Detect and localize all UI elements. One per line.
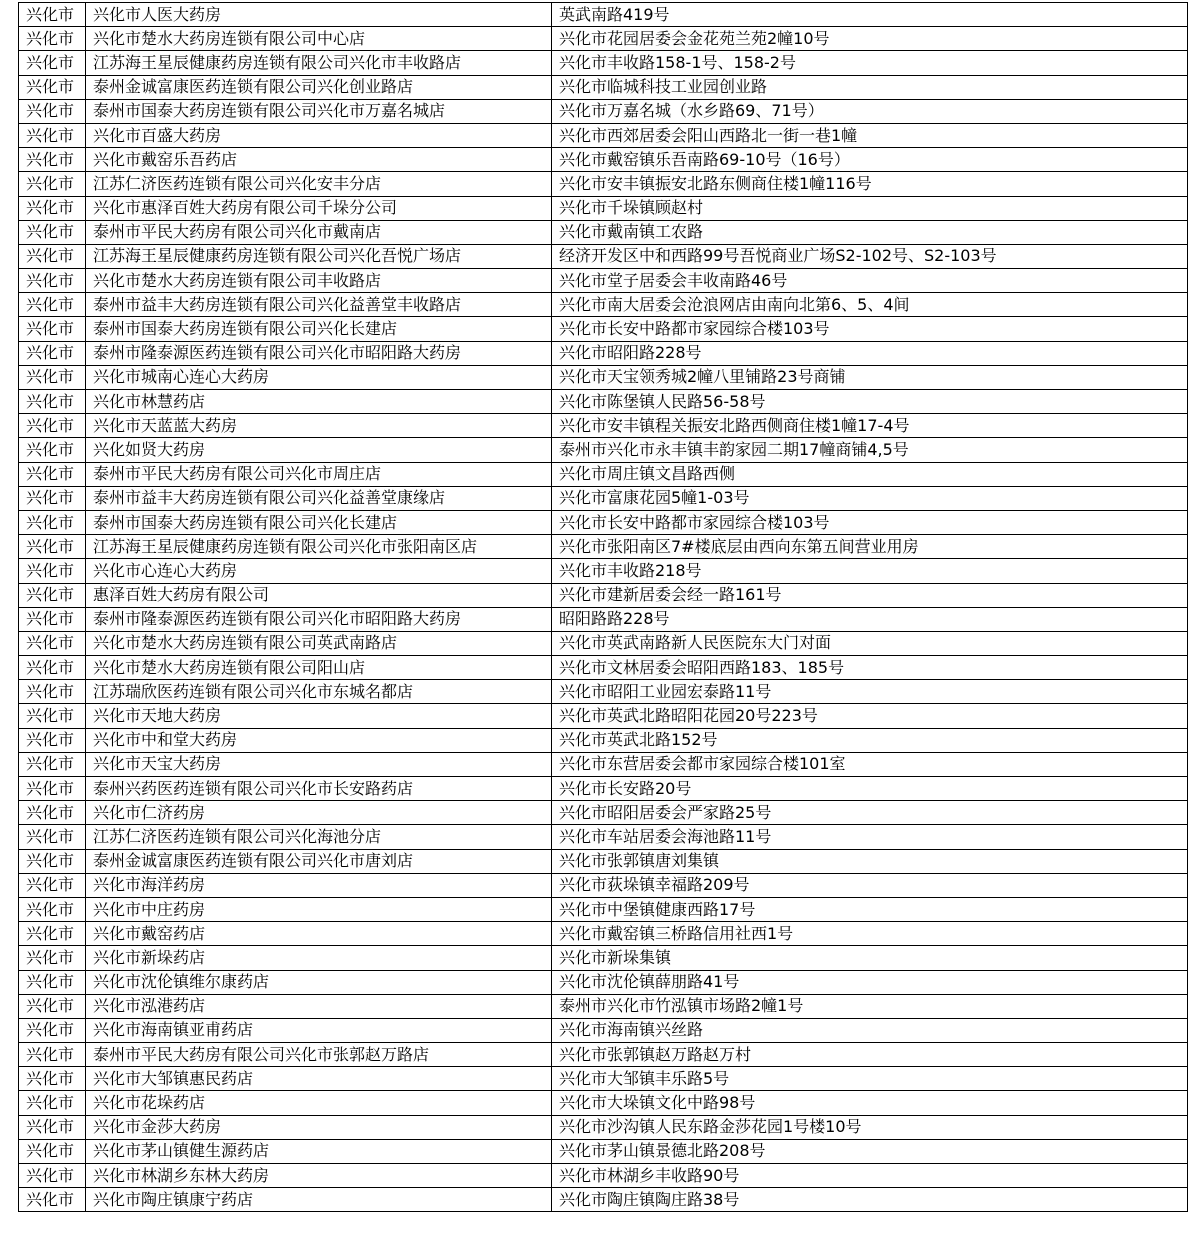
- table-row: [19, 656, 1188, 680]
- table-row: [19, 897, 1188, 921]
- address-cell: 兴化市中堡镇健康西路17号: [552, 897, 1188, 921]
- pharmacy-name-cell: 泰州市益丰大药房连锁有限公司兴化益善堂康缘店: [86, 486, 552, 510]
- pharmacy-name-cell: 兴化市海洋药房: [86, 873, 552, 897]
- address-cell: 兴化市戴南镇工农路: [552, 220, 1188, 244]
- table-row: [19, 631, 1188, 655]
- address-cell: 兴化市天宝领秀城2幢八里铺路23号商铺: [552, 365, 1188, 389]
- table-row: [19, 607, 1188, 631]
- table-row: [19, 1067, 1188, 1091]
- city-cell: 兴化市: [19, 752, 86, 776]
- pharmacy-name-cell: 兴化市楚水大药房连锁有限公司丰收路店: [86, 269, 552, 293]
- city-cell: 兴化市: [19, 99, 86, 123]
- table-row: [19, 777, 1188, 801]
- address-cell: 兴化市沙沟镇人民东路金莎花园1号楼10号: [552, 1115, 1188, 1139]
- pharmacy-name-cell: 兴化市楚水大药房连锁有限公司中心店: [86, 27, 552, 51]
- city-cell: 兴化市: [19, 1139, 86, 1163]
- city-cell: 兴化市: [19, 704, 86, 728]
- pharmacy-name-cell: 兴化市天蓝蓝大药房: [86, 414, 552, 438]
- table-row: [19, 970, 1188, 994]
- address-cell: 兴化市沈伦镇薛朋路41号: [552, 970, 1188, 994]
- table-row: [19, 148, 1188, 172]
- table-row: [19, 365, 1188, 389]
- pharmacy-name-cell: 兴化市中庄药房: [86, 897, 552, 921]
- table-row: [19, 172, 1188, 196]
- city-cell: 兴化市: [19, 801, 86, 825]
- table-body: [19, 3, 1188, 1212]
- city-cell: 兴化市: [19, 946, 86, 970]
- table-row: [19, 825, 1188, 849]
- city-cell: 兴化市: [19, 269, 86, 293]
- address-cell: 兴化市丰收路218号: [552, 559, 1188, 583]
- city-cell: 兴化市: [19, 777, 86, 801]
- table-row: [19, 704, 1188, 728]
- city-cell: 兴化市: [19, 438, 86, 462]
- address-cell: 兴化市茅山镇景德北路208号: [552, 1139, 1188, 1163]
- table-row: [19, 244, 1188, 268]
- table-row: [19, 99, 1188, 123]
- address-cell: 兴化市富康花园5幢1-03号: [552, 486, 1188, 510]
- pharmacy-name-cell: 兴化市百盛大药房: [86, 123, 552, 147]
- address-cell: 兴化市张阳南区7#楼底层由西向东第五间营业用房: [552, 535, 1188, 559]
- city-cell: 兴化市: [19, 293, 86, 317]
- pharmacy-name-cell: 兴化市中和堂大药房: [86, 728, 552, 752]
- table-row: [19, 486, 1188, 510]
- pharmacy-name-cell: 泰州市益丰大药房连锁有限公司兴化益善堂丰收路店: [86, 293, 552, 317]
- city-cell: 兴化市: [19, 1043, 86, 1067]
- address-cell: 兴化市大垛镇文化中路98号: [552, 1091, 1188, 1115]
- table-row: [19, 1091, 1188, 1115]
- address-cell: 兴化市昭阳路228号: [552, 341, 1188, 365]
- address-cell: 兴化市安丰镇振安北路东侧商住楼1幢116号: [552, 172, 1188, 196]
- city-cell: 兴化市: [19, 414, 86, 438]
- table-row: [19, 801, 1188, 825]
- pharmacy-name-cell: 泰州市平民大药房有限公司兴化市戴南店: [86, 220, 552, 244]
- table-row: [19, 27, 1188, 51]
- table-row: [19, 220, 1188, 244]
- city-cell: 兴化市: [19, 535, 86, 559]
- table-row: [19, 341, 1188, 365]
- address-cell: 兴化市昭阳居委会严家路25号: [552, 801, 1188, 825]
- address-cell: 兴化市新垛集镇: [552, 946, 1188, 970]
- city-cell: 兴化市: [19, 656, 86, 680]
- pharmacy-name-cell: 兴化市人医大药房: [86, 3, 552, 27]
- pharmacy-name-cell: 兴化市戴窑乐吾药店: [86, 148, 552, 172]
- pharmacy-name-cell: 兴化市楚水大药房连锁有限公司阳山店: [86, 656, 552, 680]
- address-cell: 兴化市昭阳工业园宏泰路11号: [552, 680, 1188, 704]
- table-row: [19, 317, 1188, 341]
- table-row: [19, 293, 1188, 317]
- table-row: [19, 1188, 1188, 1212]
- table-row: [19, 51, 1188, 75]
- address-cell: 昭阳路路228号: [552, 607, 1188, 631]
- address-cell: 兴化市车站居委会海池路11号: [552, 825, 1188, 849]
- address-cell: 兴化市英武南路新人民医院东大门对面: [552, 631, 1188, 655]
- pharmacy-name-cell: 江苏瑞欣医药连锁有限公司兴化市东城名都店: [86, 680, 552, 704]
- city-cell: 兴化市: [19, 1091, 86, 1115]
- table-row: [19, 196, 1188, 220]
- address-cell: 兴化市周庄镇文昌路西侧: [552, 462, 1188, 486]
- city-cell: 兴化市: [19, 244, 86, 268]
- city-cell: 兴化市: [19, 148, 86, 172]
- address-cell: 兴化市戴窑镇三桥路信用社西1号: [552, 922, 1188, 946]
- city-cell: 兴化市: [19, 825, 86, 849]
- address-cell: 兴化市英武北路152号: [552, 728, 1188, 752]
- city-cell: 兴化市: [19, 849, 86, 873]
- pharmacy-name-cell: 江苏海王星辰健康药房连锁有限公司兴化市丰收路店: [86, 51, 552, 75]
- city-cell: 兴化市: [19, 75, 86, 99]
- table-row: [19, 583, 1188, 607]
- pharmacy-name-cell: 兴化市仁济药房: [86, 801, 552, 825]
- table-row: [19, 535, 1188, 559]
- table-row: [19, 1018, 1188, 1042]
- city-cell: 兴化市: [19, 365, 86, 389]
- address-cell: 兴化市西郊居委会阳山西路北一街一巷1幢: [552, 123, 1188, 147]
- city-cell: 兴化市: [19, 631, 86, 655]
- pharmacy-name-cell: 泰州市国泰大药房连锁有限公司兴化市万嘉名城店: [86, 99, 552, 123]
- table-row: [19, 559, 1188, 583]
- city-cell: 兴化市: [19, 970, 86, 994]
- city-cell: 兴化市: [19, 897, 86, 921]
- pharmacy-name-cell: 泰州金诚富康医药连锁有限公司兴化市唐刘店: [86, 849, 552, 873]
- table-row: [19, 873, 1188, 897]
- pharmacy-name-cell: 兴化市陶庄镇康宁药店: [86, 1188, 552, 1212]
- pharmacy-name-cell: 泰州市平民大药房有限公司兴化市周庄店: [86, 462, 552, 486]
- table-row: [19, 728, 1188, 752]
- city-cell: 兴化市: [19, 1115, 86, 1139]
- pharmacy-name-cell: 泰州金诚富康医药连锁有限公司兴化创业路店: [86, 75, 552, 99]
- city-cell: 兴化市: [19, 196, 86, 220]
- address-cell: 兴化市陈堡镇人民路56-58号: [552, 390, 1188, 414]
- address-cell: 经济开发区中和西路99号吾悦商业广场S2-102号、S2-103号: [552, 244, 1188, 268]
- city-cell: 兴化市: [19, 220, 86, 244]
- city-cell: 兴化市: [19, 123, 86, 147]
- pharmacy-name-cell: 江苏仁济医药连锁有限公司兴化安丰分店: [86, 172, 552, 196]
- address-cell: 兴化市林湖乡丰收路90号: [552, 1164, 1188, 1188]
- address-cell: 兴化市长安中路都市家园综合楼103号: [552, 510, 1188, 534]
- pharmacy-name-cell: 江苏海王星辰健康药房连锁有限公司兴化市张阳南区店: [86, 535, 552, 559]
- address-cell: 兴化市文林居委会昭阳西路183、185号: [552, 656, 1188, 680]
- table-row: [19, 462, 1188, 486]
- table-row: [19, 123, 1188, 147]
- address-cell: 兴化市张郭镇唐刘集镇: [552, 849, 1188, 873]
- address-cell: 兴化市南大居委会沧浪网店由南向北第6、5、4间: [552, 293, 1188, 317]
- pharmacy-name-cell: 兴化如贤大药房: [86, 438, 552, 462]
- city-cell: 兴化市: [19, 27, 86, 51]
- table-row: [19, 390, 1188, 414]
- pharmacy-name-cell: 兴化市海南镇亚甫药店: [86, 1018, 552, 1042]
- city-cell: 兴化市: [19, 994, 86, 1018]
- pharmacy-name-cell: 兴化市惠泽百姓大药房有限公司千垛分公司: [86, 196, 552, 220]
- address-cell: 英武南路419号: [552, 3, 1188, 27]
- city-cell: 兴化市: [19, 1067, 86, 1091]
- address-cell: 兴化市临城科技工业园创业路: [552, 75, 1188, 99]
- table-row: [19, 269, 1188, 293]
- address-cell: 兴化市陶庄镇陶庄路38号: [552, 1188, 1188, 1212]
- pharmacy-name-cell: 江苏海王星辰健康药房连锁有限公司兴化吾悦广场店: [86, 244, 552, 268]
- address-cell: 兴化市万嘉名城（水乡路69、71号）: [552, 99, 1188, 123]
- table-row: [19, 75, 1188, 99]
- pharmacy-name-cell: 兴化市天地大药房: [86, 704, 552, 728]
- pharmacy-name-cell: 兴化市金莎大药房: [86, 1115, 552, 1139]
- table-row: [19, 438, 1188, 462]
- address-cell: 兴化市大邹镇丰乐路5号: [552, 1067, 1188, 1091]
- address-cell: 泰州市兴化市永丰镇丰韵家园二期17幢商铺4,5号: [552, 438, 1188, 462]
- city-cell: 兴化市: [19, 1188, 86, 1212]
- table-row: [19, 1115, 1188, 1139]
- pharmacy-name-cell: 泰州市隆泰源医药连锁有限公司兴化市昭阳路大药房: [86, 341, 552, 365]
- city-cell: 兴化市: [19, 390, 86, 414]
- city-cell: 兴化市: [19, 3, 86, 27]
- table-row: [19, 1139, 1188, 1163]
- pharmacy-name-cell: 兴化市大邹镇惠民药店: [86, 1067, 552, 1091]
- pharmacy-name-cell: 惠泽百姓大药房有限公司: [86, 583, 552, 607]
- address-cell: 兴化市堂子居委会丰收南路46号: [552, 269, 1188, 293]
- pharmacy-name-cell: 兴化市茅山镇健生源药店: [86, 1139, 552, 1163]
- pharmacy-table: [18, 2, 1188, 1212]
- pharmacy-name-cell: 兴化市楚水大药房连锁有限公司英武南路店: [86, 631, 552, 655]
- city-cell: 兴化市: [19, 51, 86, 75]
- city-cell: 兴化市: [19, 559, 86, 583]
- address-cell: 兴化市安丰镇程关振安北路西侧商住楼1幢17-4号: [552, 414, 1188, 438]
- address-cell: 兴化市张郭镇赵万路赵万村: [552, 1043, 1188, 1067]
- city-cell: 兴化市: [19, 583, 86, 607]
- pharmacy-name-cell: 泰州兴药医药连锁有限公司兴化市长安路药店: [86, 777, 552, 801]
- city-cell: 兴化市: [19, 486, 86, 510]
- address-cell: 泰州市兴化市竹泓镇市场路2幢1号: [552, 994, 1188, 1018]
- address-cell: 兴化市花园居委会金花苑兰苑2幢10号: [552, 27, 1188, 51]
- city-cell: 兴化市: [19, 1164, 86, 1188]
- table-row: [19, 946, 1188, 970]
- pharmacy-name-cell: 兴化市林慧药店: [86, 390, 552, 414]
- city-cell: 兴化市: [19, 728, 86, 752]
- pharmacy-name-cell: 兴化市新垛药店: [86, 946, 552, 970]
- pharmacy-name-cell: 兴化市城南心连心大药房: [86, 365, 552, 389]
- pharmacy-name-cell: 兴化市戴窑药店: [86, 922, 552, 946]
- pharmacy-name-cell: 泰州市国泰大药房连锁有限公司兴化长建店: [86, 317, 552, 341]
- city-cell: 兴化市: [19, 873, 86, 897]
- table-row: [19, 3, 1188, 27]
- pharmacy-name-cell: 泰州市平民大药房有限公司兴化市张郭赵万路店: [86, 1043, 552, 1067]
- address-cell: 兴化市长安中路都市家园综合楼103号: [552, 317, 1188, 341]
- address-cell: 兴化市千垛镇顾赵村: [552, 196, 1188, 220]
- address-cell: 兴化市丰收路158-1号、158-2号: [552, 51, 1188, 75]
- pharmacy-name-cell: 兴化市花垛药店: [86, 1091, 552, 1115]
- table-row: [19, 510, 1188, 534]
- table-row: [19, 414, 1188, 438]
- table-row: [19, 752, 1188, 776]
- pharmacy-name-cell: 兴化市泓港药店: [86, 994, 552, 1018]
- pharmacy-name-cell: 兴化市心连心大药房: [86, 559, 552, 583]
- pharmacy-name-cell: 江苏仁济医药连锁有限公司兴化海池分店: [86, 825, 552, 849]
- table-row: [19, 1043, 1188, 1067]
- pharmacy-name-cell: 兴化市沈伦镇维尔康药店: [86, 970, 552, 994]
- address-cell: 兴化市东营居委会都市家园综合楼101室: [552, 752, 1188, 776]
- table-row: [19, 994, 1188, 1018]
- address-cell: 兴化市海南镇兴丝路: [552, 1018, 1188, 1042]
- city-cell: 兴化市: [19, 317, 86, 341]
- city-cell: 兴化市: [19, 510, 86, 534]
- address-cell: 兴化市长安路20号: [552, 777, 1188, 801]
- address-cell: 兴化市荻垛镇幸福路209号: [552, 873, 1188, 897]
- city-cell: 兴化市: [19, 462, 86, 486]
- pharmacy-name-cell: 兴化市林湖乡东林大药房: [86, 1164, 552, 1188]
- table-row: [19, 1164, 1188, 1188]
- table-row: [19, 680, 1188, 704]
- pharmacy-name-cell: 泰州市国泰大药房连锁有限公司兴化长建店: [86, 510, 552, 534]
- pharmacy-name-cell: 兴化市天宝大药房: [86, 752, 552, 776]
- table-row: [19, 849, 1188, 873]
- city-cell: 兴化市: [19, 922, 86, 946]
- address-cell: 兴化市建新居委会经一路161号: [552, 583, 1188, 607]
- address-cell: 兴化市英武北路昭阳花园20号223号: [552, 704, 1188, 728]
- table-row: [19, 922, 1188, 946]
- city-cell: 兴化市: [19, 680, 86, 704]
- city-cell: 兴化市: [19, 1018, 86, 1042]
- pharmacy-name-cell: 泰州市隆泰源医药连锁有限公司兴化市昭阳路大药房: [86, 607, 552, 631]
- city-cell: 兴化市: [19, 607, 86, 631]
- city-cell: 兴化市: [19, 172, 86, 196]
- address-cell: 兴化市戴窑镇乐吾南路69-10号（16号）: [552, 148, 1188, 172]
- city-cell: 兴化市: [19, 341, 86, 365]
